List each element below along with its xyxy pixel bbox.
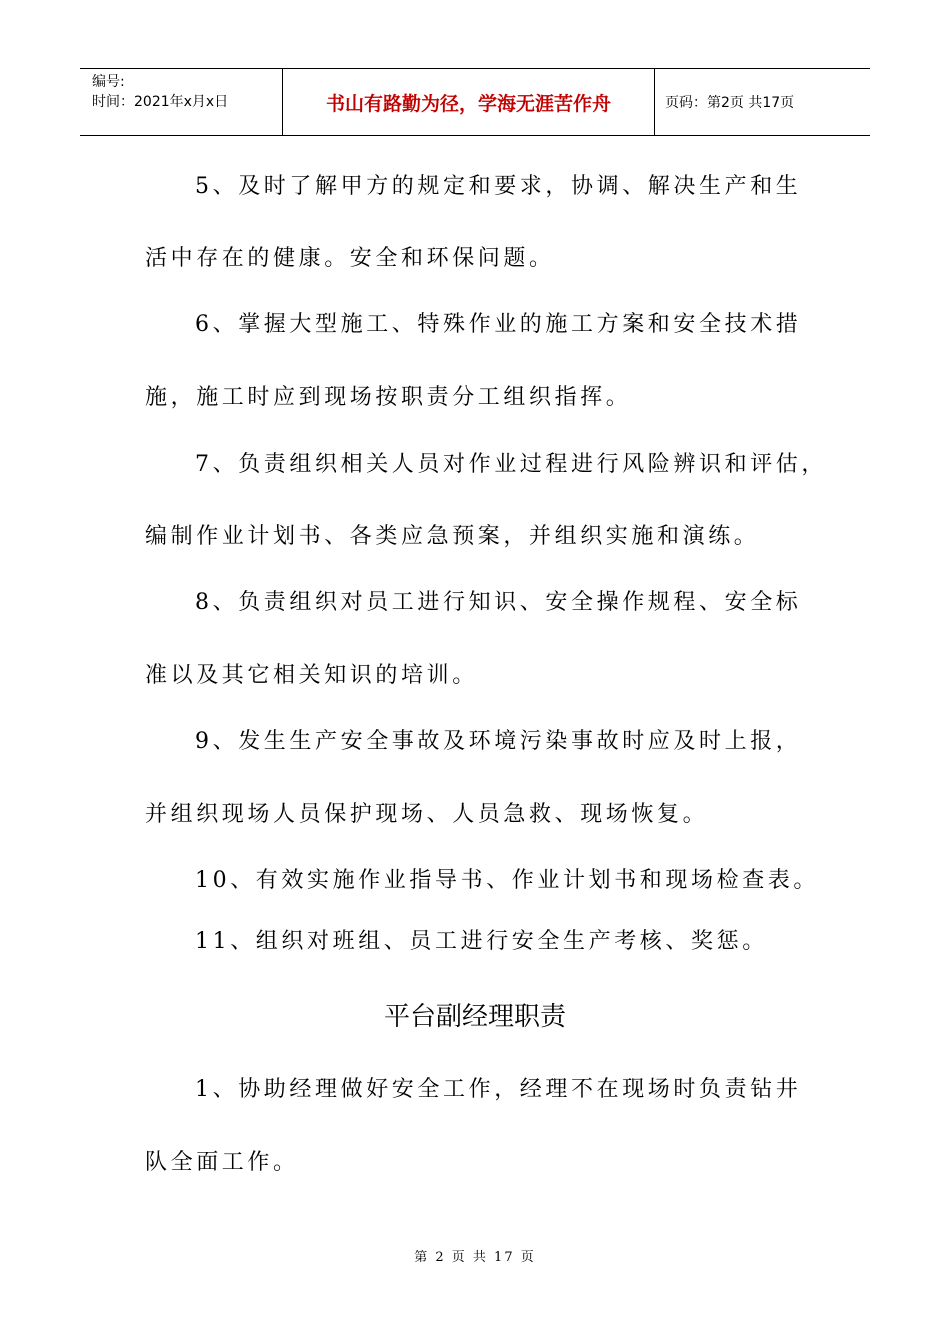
document-number-label: 编号: xyxy=(92,74,125,90)
paragraph-line: 6、掌握大型施工、特殊作业的施工方案和安全技术措 xyxy=(195,312,802,337)
page-footer: 第 2 页 共 17 页 xyxy=(414,1250,536,1265)
paragraph-line: 并组织现场人员保护现场、人员急救、现场恢复。 xyxy=(145,802,709,827)
paragraph-line: 11、组织对班组、员工进行安全生产考核、奖惩。 xyxy=(195,929,768,954)
paragraph-line: 7、负责组织相关人员对作业过程进行风险辨识和评估， xyxy=(195,452,827,477)
paragraph-line: 队全面工作。 xyxy=(145,1150,299,1175)
header-motto: 书山有路勤为径，学海无涯苦作舟 xyxy=(283,69,655,135)
page-header xyxy=(80,68,870,136)
section-title: 平台副经理职责 xyxy=(383,1002,566,1032)
paragraph-line: 5、及时了解甲方的规定和要求，协调、解决生产和生 xyxy=(195,174,802,199)
header-meta xyxy=(80,69,283,135)
paragraph-line: 1、协助经理做好安全工作，经理不在现场时负责钻井 xyxy=(195,1077,802,1102)
paragraph-line: 准以及其它相关知识的培训。 xyxy=(145,663,478,688)
document-time: 时间：2021年x月x日 xyxy=(92,94,229,110)
paragraph-line: 活中存在的健康。安全和环保问题。 xyxy=(145,246,555,271)
header-page-info: 页码：第2页 共17页 xyxy=(665,95,795,111)
paragraph-line: 10、有效实施作业指导书、作业计划书和现场检查表。 xyxy=(195,868,819,893)
paragraph-line: 9、发生生产安全事故及环境污染事故时应及时上报， xyxy=(195,729,802,754)
paragraph-line: 编制作业计划书、各类应急预案，并组织实施和演练。 xyxy=(145,524,760,549)
paragraph-line: 施，施工时应到现场按职责分工组织指挥。 xyxy=(145,385,632,410)
paragraph-line: 8、负责组织对员工进行知识、安全操作规程、安全标 xyxy=(195,590,802,615)
